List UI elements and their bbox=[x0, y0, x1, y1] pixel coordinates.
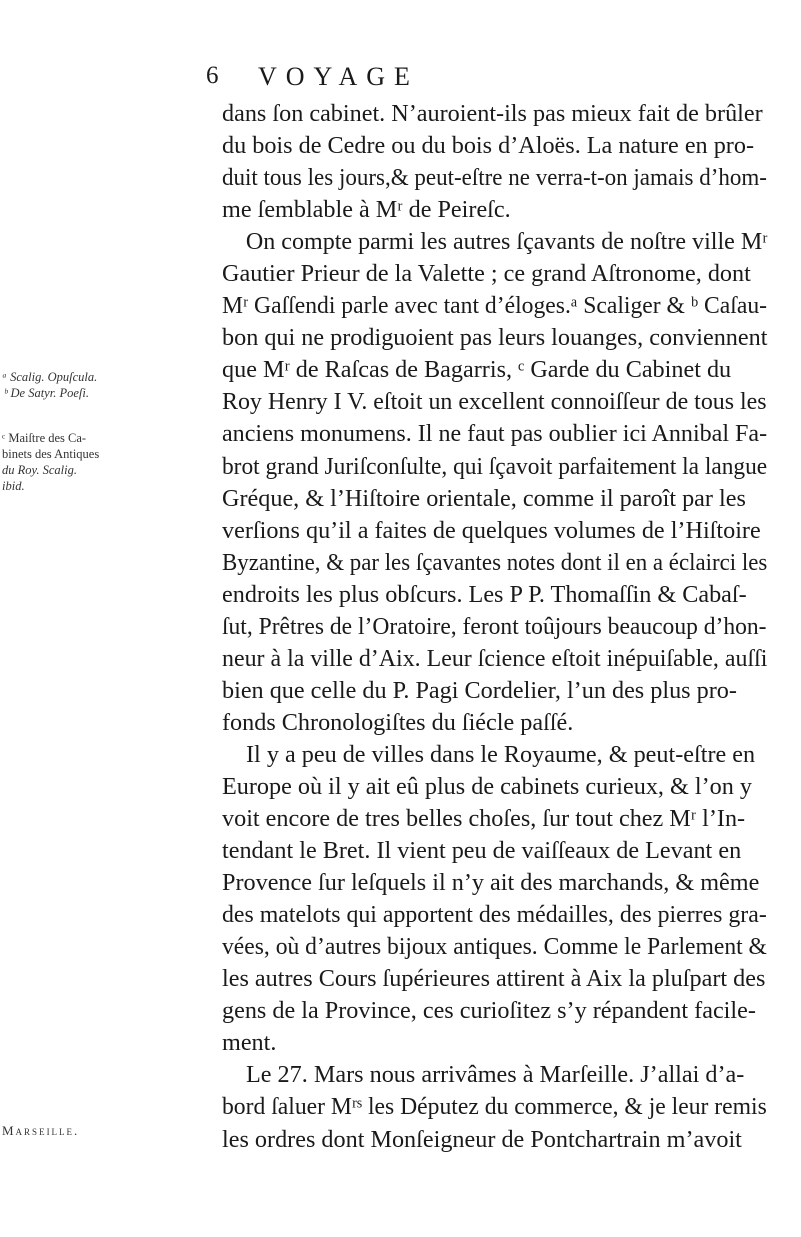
text-line: duit tous les jours,& peut-eſtre ne verra-t-on jamais d’hom- bbox=[222, 164, 767, 192]
text-line: Il y a peu de villes dans le Royaume, & peut-eſtre en bbox=[246, 740, 756, 768]
text-line: brot grand Juriſconſulte, qui ſçavoit parfaitement la langue bbox=[222, 452, 768, 480]
text-line: voit encore de tres belles choſes, ſur tout chez Mʳ l’In- bbox=[222, 805, 746, 833]
page-header bbox=[206, 62, 746, 102]
margin-note-c-line: binets des Antiques bbox=[2, 447, 100, 461]
text-line: que Mʳ de Raſcas de Bagarris, ᶜ Garde du Cabinet du bbox=[222, 356, 732, 384]
text-line: vées, où d’autres bijoux antiques. Comme le Parlement & bbox=[222, 933, 767, 961]
text-line: verſions qu’il a faites de quelques volumes de l’Hiſtoire bbox=[222, 516, 761, 544]
margin-note-c-line: ibid. bbox=[2, 479, 25, 493]
text-line: Le 27. Mars nous arrivâmes à Marſeille. J’allai d’a- bbox=[246, 1061, 745, 1089]
text-line: bord ſaluer Mʳˢ les Députez du commerce, & je leur remis bbox=[222, 1093, 767, 1121]
margin-note-b: ᵇ De Satyr. Poeſi. bbox=[4, 386, 89, 400]
text-line: On compte parmi les autres ſçavants de noſtre ville Mʳ bbox=[245, 228, 768, 256]
margin-note-c bbox=[2, 430, 99, 494]
text-line: les autres Cours ſupérieures attirent à Aix la pluſpart des bbox=[222, 965, 766, 993]
margin-note-c-line: ᶜ Maiſtre des Ca- bbox=[2, 431, 87, 445]
text-line: Gréque, & l’Hiſtoire orientale, comme il paroît par les bbox=[222, 484, 746, 512]
text-line: gens de la Province, ces curioſitez s’y répandent facile- bbox=[222, 997, 756, 1025]
margin-note-c-line: du Roy. Scalig. bbox=[2, 463, 77, 477]
text-line: les ordres dont Monſeigneur de Pontchartrain m’avoit bbox=[222, 1125, 742, 1153]
text-line: du bois de Cedre ou du bois d’Aloës. La nature en pro- bbox=[222, 132, 754, 160]
text-line: fonds Chronologiſtes du ſiécle paſſé. bbox=[222, 708, 574, 736]
text-line: anciens monumens. Il ne faut pas oublier ici Annibal Fa- bbox=[222, 420, 768, 448]
running-title: VOYAGE bbox=[258, 62, 419, 91]
text-line: neur à la ville d’Aix. Leur ſcience eſtoit inépuiſable, auſſi bbox=[222, 644, 768, 672]
text-line: ſut, Prêtres de l’Oratoire, feront toûjours beaucoup d’hon- bbox=[222, 612, 767, 640]
margin-place-marker: Marseille. bbox=[2, 1123, 80, 1138]
page-number: 6 bbox=[206, 62, 219, 89]
text-line: endroits les plus obſcurs. Les P P. Thomaſſin & Cabaſ- bbox=[222, 580, 747, 608]
text-line: Roy Henry I V. eſtoit un excellent connoiſſeur de tous les bbox=[222, 388, 767, 416]
text-line: bon qui ne prodiguoient pas leurs louanges, conviennent bbox=[222, 324, 768, 352]
text-line: Gautier Prieur de la Valette ; ce grand Aſtronome, dont bbox=[222, 260, 751, 288]
text-line: ment. bbox=[222, 1029, 277, 1057]
text-line: des matelots qui apportent des médailles, des pierres gra- bbox=[222, 901, 767, 929]
text-line: me ſemblable à Mʳ de Peireſc. bbox=[222, 196, 511, 224]
text-line: dans ſon cabinet. N’auroient-ils pas mieux fait de brûler bbox=[222, 100, 763, 127]
text-line: Mʳ Gaſſendi parle avec tant d’éloges.ᵃ Scaliger & ᵇ Caſau- bbox=[222, 292, 768, 320]
text-line: Provence ſur leſquels il n’y ait des marchands, & même bbox=[222, 869, 760, 897]
body-text bbox=[222, 98, 767, 1156]
text-line: Byzantine, & par les ſçavantes notes dont il en a éclairci les bbox=[222, 548, 768, 576]
text-line: tendant le Bret. Il vient peu de vaiſſeaux de Levant en bbox=[222, 837, 742, 865]
text-line: bien que celle du P. Pagi Cordelier, l’un des plus pro- bbox=[222, 676, 737, 704]
text-line: Europe où il y ait eû plus de cabinets curieux, & l’on y bbox=[222, 772, 752, 800]
margin-note-a: ᵃ Scalig. Opuſcula. bbox=[2, 370, 98, 384]
